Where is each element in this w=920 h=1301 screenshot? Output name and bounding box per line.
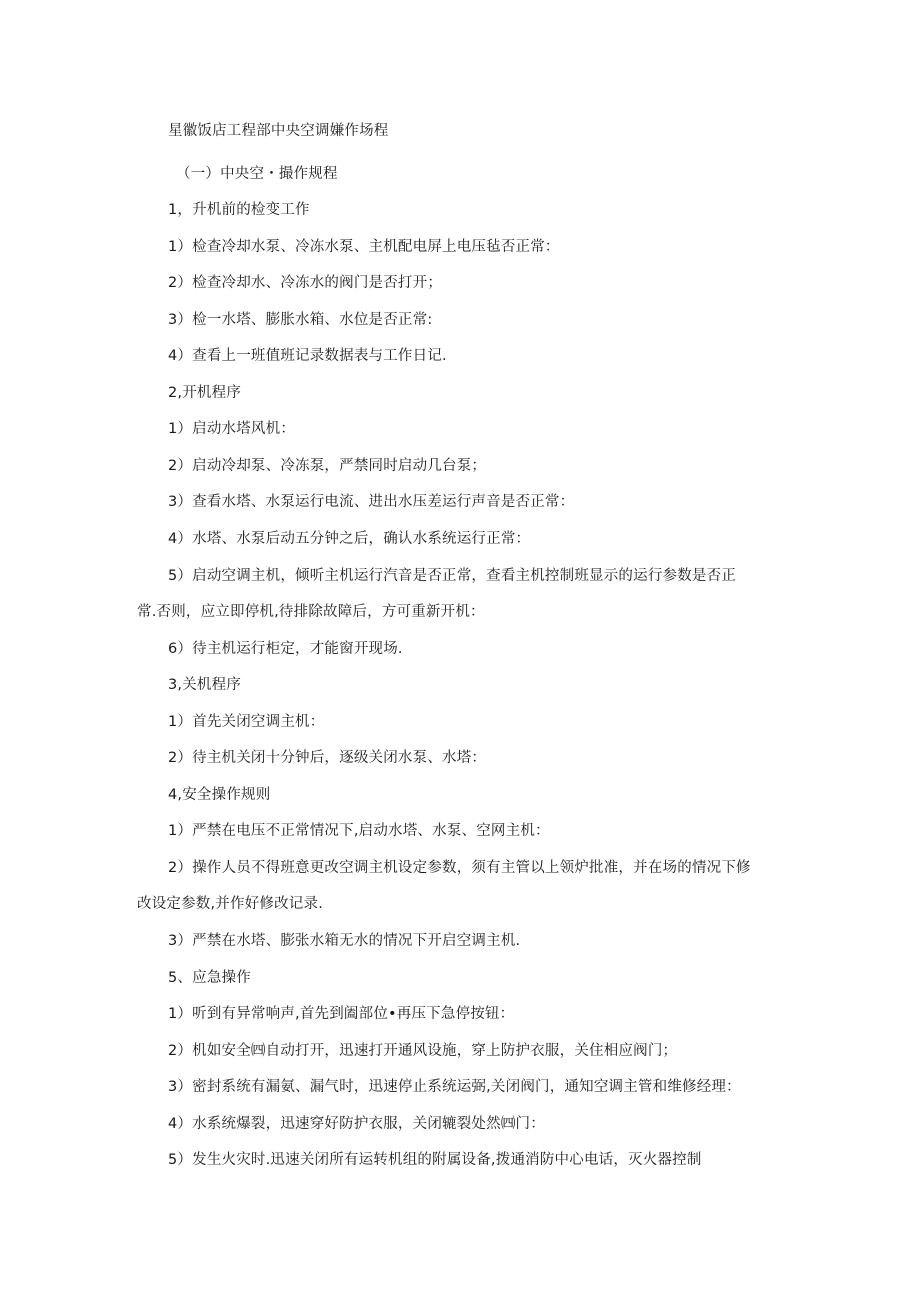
list-item: 1）首先关闭空调主机：	[168, 714, 325, 730]
subsection-heading: 2,开机程序	[168, 385, 242, 401]
list-item: 4）查看上一班值班记录数据表与工作日记.	[168, 348, 447, 364]
list-item: 2）启动冷却泵、冷冻泵，严禁同时启动几台泵；	[168, 458, 487, 474]
list-item: 1）检查冷却水泵、冷冻水泵、主机配电屏上电压毡否正常：	[168, 239, 560, 255]
list-item: 1）严禁在电压不正常情况下,启动水塔、水泵、空网主机：	[168, 823, 550, 839]
list-item: 3）严禁在水塔、膨张水箱无水的情况下开启空调主机.	[168, 933, 521, 949]
list-item: 5）启动空调主机，倾听主机运行汽音是否正常，查看主机控制班显示的运行参数是否正	[168, 568, 737, 584]
list-item: 4）水系统爆裂，迅速穿好防护衣服，关闭辘裂处然㈣门：	[168, 1116, 545, 1132]
list-item: 3）检一水塔、膨胀水箱、水位是否正常:	[168, 312, 433, 328]
list-item: 3）查看水塔、水泵运行电流、进出水压差运行声音是否正常：	[168, 494, 575, 510]
list-item: 2）待主机关闭十分钟后，逐级关闭水泵、水塔：	[168, 750, 487, 766]
list-item: 2）检查冷却水、冷冻水的阀门是否打开；	[168, 275, 443, 291]
subsection-heading: 5、应急操作	[168, 970, 251, 986]
list-item: 1）启动水塔风机：	[168, 421, 296, 437]
subsection-heading: 1，升机前的检变工作	[168, 202, 310, 218]
list-item: 1）听到有异常响声,首先到阖部位•再压下急停按钮：	[168, 1006, 515, 1022]
document-title: 星徽饭店工程部中央空调嫌作场程	[168, 123, 389, 139]
list-item: 3）密封系统有漏氨、漏气时，迅速停止系统运弼,关闭阀门，通知空调主管和维修经理：	[168, 1079, 741, 1095]
subsection-heading: 4,安全操作规则	[168, 787, 271, 803]
subsection-heading: 3,关机程序	[168, 677, 242, 693]
list-item-continuation: 改设定参数,并作好修改记录.	[137, 896, 324, 912]
list-item-continuation: 常.否则，应立即停机,待排除故障后，方可重新开机：	[137, 604, 485, 620]
list-item: 2）机如安全㈣自动打开，迅速打开通风设施，穿上防护衣服，关住相应阀门；	[168, 1043, 678, 1059]
list-item: 5）发生火灾时.迅速关闭所有运转机组的附属设备,拨通消防中心电话，灭火器控制	[168, 1152, 702, 1168]
section-heading: （一）中央空・撮作规程	[176, 166, 338, 182]
list-item: 4）水塔、水泵后动五分钟之后，确认水系统运行正常：	[168, 531, 531, 547]
list-item: 6）待主机运行柜定，才能窗开现场.	[168, 641, 403, 657]
list-item: 2）操作人员不得班意更改空调主机设定参数，须有主管以上领炉批准，并在场的情况下修	[168, 860, 751, 876]
